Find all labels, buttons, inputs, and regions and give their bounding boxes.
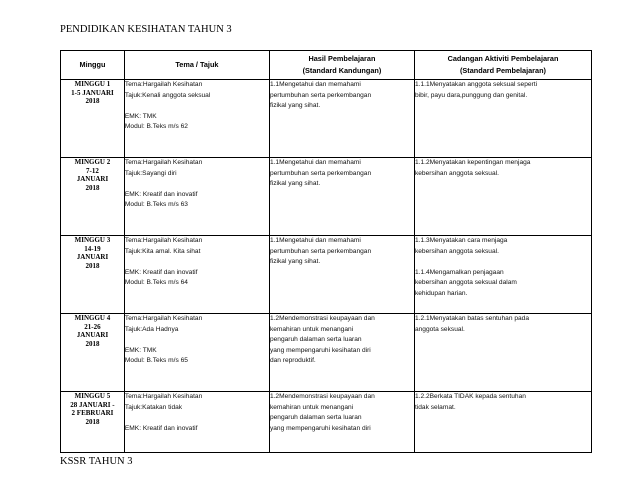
week-line: 2018: [85, 97, 100, 105]
col-header-cadangan: [414, 51, 591, 80]
tema-cell: [124, 392, 269, 453]
cell-line: Tajuk:Ada Hadnya: [124, 325, 179, 333]
week-line: 2018: [85, 261, 100, 270]
hasil-cell: [269, 314, 414, 392]
cell-line: kemahiran untuk menangani: [269, 325, 354, 333]
cell-line: 1.1.2Menyatakan kepentingan menjaga: [414, 159, 531, 166]
week-line: 21-26: [84, 322, 101, 331]
hasil-cell: [269, 392, 414, 453]
week-line: 2018: [85, 417, 100, 426]
cell-line: Tema:Hargailah Kesihatan: [124, 81, 203, 88]
cell-line: anggota seksual.: [414, 325, 465, 333]
cell-line: Tajuk:Kenali anggota seksual: [124, 91, 211, 99]
table-row: [61, 236, 592, 314]
cell-line: 1.1.1Menyatakan anggota seksual seperti: [414, 81, 538, 88]
week-line: 1-5 JANUARI: [71, 88, 114, 97]
week-line: 2 FEBRUARI: [71, 409, 114, 417]
hasil-title: Hasil Pembelajaran: [308, 54, 376, 63]
week-line: JANUARI: [76, 331, 109, 339]
cell-line: Tema:Hargailah Kesihatan: [124, 159, 203, 166]
cell-line: pertumbuhan serta perkembangan: [269, 247, 372, 255]
cell-line: 1.2.2Berkata TIDAK kepada sentuhan: [414, 393, 526, 400]
cell-line: pertumbuhan serta perkembangan: [269, 91, 372, 99]
week-cell: [61, 158, 125, 236]
week-cell: [61, 392, 125, 453]
hasil-cell: [269, 158, 414, 236]
table-row: [61, 158, 592, 236]
cell-line: kemahiran untuk menangani: [269, 403, 354, 411]
cell-line: yang mempengaruhi kesihatan diri: [269, 346, 371, 354]
cell-line: tidak selamat.: [414, 403, 456, 411]
cell-line: pengaruh dalaman serta luaran: [269, 414, 362, 422]
cell-line: kehidupan harian.: [414, 289, 468, 297]
cell-line: 1.1Mengetahui dan memahami: [269, 237, 361, 244]
cell-line: Modul: B.Teks m/s 65: [124, 357, 188, 365]
table-header-row: [61, 51, 592, 80]
cell-line: kebersihan anggota seksual dalam: [414, 279, 517, 287]
cadangan-subtitle: (Standard Pembelajaran): [460, 66, 546, 75]
cell-line: EMK: TMK: [124, 346, 157, 354]
cell-line: 1.1.4Mengamalkan penjagaan: [414, 268, 504, 276]
cadangan-cell: [414, 314, 591, 392]
cell-line: 1.2Mendemonstrasi keupayaan dan: [269, 393, 375, 400]
tema-cell: [124, 80, 269, 158]
page-footer: KSSR TAHUN 3: [60, 456, 133, 467]
cell-line: 1.2Mendemonstrasi keupayaan dan: [269, 315, 375, 322]
tema-cell: [124, 314, 269, 392]
cell-line: pertumbuhan serta perkembangan: [269, 169, 372, 177]
week-cell: [61, 236, 125, 314]
cell-line: Tema:Hargailah Kesihatan: [124, 237, 203, 244]
table-row: [61, 80, 592, 158]
cell-line: 1.1Mengetahui dan memahami: [269, 81, 361, 88]
week-line: 2018: [85, 183, 100, 192]
cell-line: Tajuk:Sayangi diri: [124, 169, 177, 177]
cell-line: EMK: Kreatif dan inovatif: [124, 268, 198, 276]
cell-line: Tema:Hargailah Kesihatan: [124, 393, 203, 400]
col-header-hasil: [269, 51, 414, 80]
cell-line: kebersihan anggota seksual.: [414, 169, 499, 177]
cell-line: Modul: B.Teks m/s 62: [124, 123, 188, 131]
cell-line: Tajuk:Katakan tidak: [124, 403, 183, 411]
tema-cell: [124, 158, 269, 236]
week-line: MINGGU 5: [74, 392, 111, 400]
cell-line: yang mempengaruhi kesihatan diri: [269, 424, 371, 432]
table-row: [61, 314, 592, 392]
col-header-minggu: Minggu: [61, 51, 125, 80]
lesson-plan-table: [60, 50, 592, 453]
week-line: MINGGU 1: [74, 80, 111, 88]
week-line: MINGGU 4: [74, 314, 111, 322]
hasil-cell: [269, 236, 414, 314]
cadangan-cell: [414, 236, 591, 314]
cell-line: EMK: Kreatif dan inovatif: [124, 424, 198, 432]
cell-line: Tajuk:Kita amal. Kita sihat: [124, 247, 201, 255]
week-line: 7-12: [86, 166, 99, 175]
cell-line: Tema:Hargailah Kesihatan: [124, 315, 203, 322]
week-cell: [61, 80, 125, 158]
cell-line: fizikal yang sihat.: [269, 102, 321, 110]
cell-line: 1.2.1Menyatakan batas sentuhan pada: [414, 315, 529, 322]
cell-line: Modul: B.Teks m/s 63: [124, 201, 188, 209]
page-header: PENDIDIKAN KESIHATAN TAHUN 3: [60, 24, 232, 35]
cell-line: 1.1.3Menyatakan cara menjaga: [414, 237, 508, 244]
cadangan-cell: [414, 80, 591, 158]
cell-line: dan reproduktif.: [269, 357, 316, 365]
tema-cell: [124, 236, 269, 314]
week-line: MINGGU 3: [74, 236, 111, 244]
cell-line: EMK: TMK: [124, 112, 157, 120]
cell-line: pengaruh dalaman serta luaran: [269, 336, 362, 344]
week-line: 2018: [85, 339, 100, 348]
week-line: JANUARI: [76, 253, 109, 261]
week-line: JANUARI: [76, 175, 109, 183]
hasil-subtitle: (Standard Kandungan): [302, 66, 382, 75]
cell-line: fizikal yang sihat.: [269, 180, 321, 188]
cadangan-title: Cadangan Aktiviti Pembelajaran: [447, 54, 559, 63]
week-line: 14-19: [84, 244, 101, 253]
cell-line: fizikal yang sihat.: [269, 258, 321, 266]
week-line: MINGGU 2: [74, 158, 111, 166]
cadangan-cell: [414, 158, 591, 236]
cell-line: 1.1Mengetahui dan memahami: [269, 159, 361, 166]
col-header-tema: Tema / Tajuk: [124, 51, 269, 80]
week-cell: [61, 314, 125, 392]
cell-line: Modul: B.Teks m/s 64: [124, 279, 188, 287]
cell-line: bibir, payu dara,punggung dan genital.: [414, 91, 528, 99]
table-row: [61, 392, 592, 453]
hasil-cell: [269, 80, 414, 158]
week-line: 28 JANUARI -: [70, 400, 115, 409]
cell-line: kebersihan anggota seksual.: [414, 247, 499, 255]
cadangan-cell: [414, 392, 591, 453]
cell-line: EMK: Kreatif dan inovatif: [124, 190, 198, 198]
